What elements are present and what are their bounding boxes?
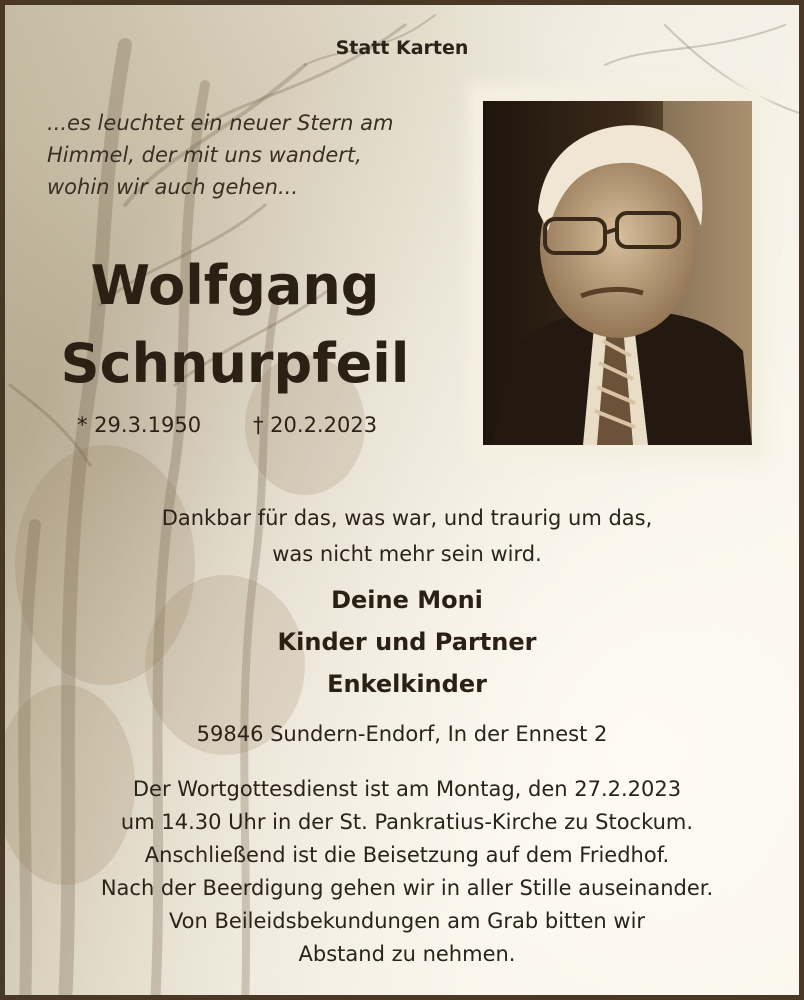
portrait-photo <box>483 101 752 445</box>
death-date: † 20.2.2023 <box>253 413 378 437</box>
header-statt-karten: Statt Karten <box>335 37 469 59</box>
thanks-text <box>5 500 804 572</box>
deceased-last-name: Schnurpfeil <box>60 332 410 395</box>
quote-line: Himmel, der mit uns wandert, <box>47 143 362 167</box>
mourner-entry: Kinder und Partner <box>277 628 537 656</box>
deceased-first-name: Wolfgang <box>90 254 380 317</box>
family-address: 59846 Sundern-Endorf, In der Ennest 2 <box>196 722 608 746</box>
service-details <box>5 773 804 971</box>
mourners-list <box>5 579 804 705</box>
memorial-quote <box>47 107 467 203</box>
portrait-photo-frame <box>475 91 760 455</box>
service-line: Anschließend ist die Beisetzung auf dem Friedhof. <box>144 843 670 867</box>
service-line: um 14.30 Uhr in der St. Pankratius-Kirche zu Stockum. <box>120 810 694 834</box>
birth-date: * 29.3.1950 <box>77 413 202 437</box>
service-line: Der Wortgottesdienst ist am Montag, den 27.2.2023 <box>132 777 682 801</box>
thanks-line: Dankbar für das, was war, und traurig um das, <box>161 506 653 530</box>
quote-line: wohin wir auch gehen... <box>47 175 298 199</box>
mourner-entry: Enkelkinder <box>327 670 487 698</box>
service-line: Abstand zu nehmen. <box>298 942 516 966</box>
mourner-entry: Deine Moni <box>331 586 483 614</box>
service-line: Von Beileidsbekundungen am Grab bitten wir <box>168 909 646 933</box>
thanks-line: was nicht mehr sein wird. <box>272 542 542 566</box>
service-line: Nach der Beerdigung gehen wir in aller Stille auseinander. <box>100 876 714 900</box>
quote-line: ...es leuchtet ein neuer Stern am <box>47 111 394 135</box>
